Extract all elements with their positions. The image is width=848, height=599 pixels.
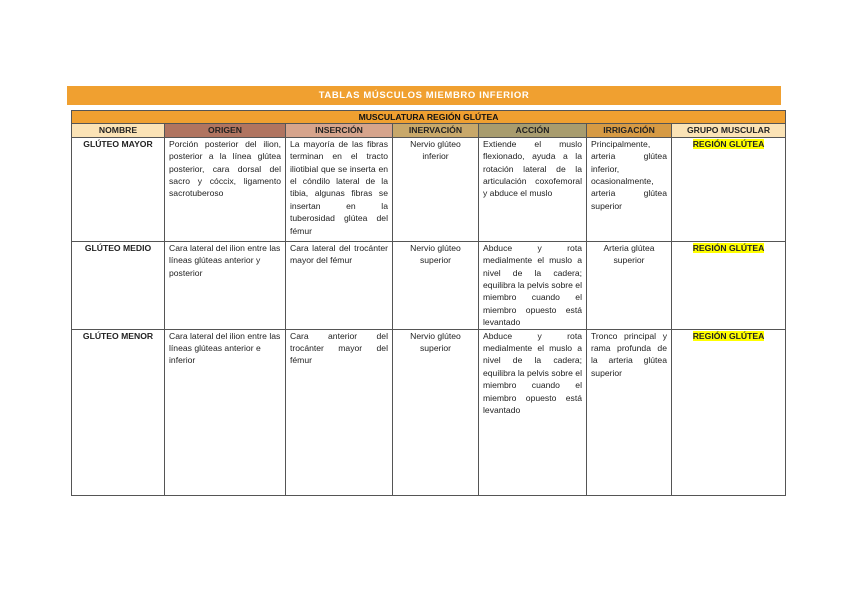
action-cell: Abduce y rota medialmente el muslo a nivel de la cadera; equilibra la pelvis sobre el miembro cuando el miembro opuesto está levantado xyxy=(479,329,587,495)
header-grupo-muscular: GRUPO MUSCULAR xyxy=(672,124,786,137)
header-nombre: NOMBRE xyxy=(72,124,165,137)
muscle-name: GLÚTEO MENOR xyxy=(72,329,165,495)
document-title: TABLAS MÚSCULOS MIEMBRO INFERIOR xyxy=(67,86,781,105)
section-title: MUSCULATURA REGIÓN GLÚTEA xyxy=(72,111,786,124)
insertion-cell: La mayoría de las fibras terminan en el tracto iliotibial que se inserta en el cóndilo lateral de la tibia, algunas fibras se insertan en la tuberosidad glútea del fémur xyxy=(286,137,393,241)
header-insercion: INSERCIÓN xyxy=(286,124,393,137)
muscle-group-cell xyxy=(672,137,786,241)
highlighted-group-label: REGIÓN GLÚTEA xyxy=(692,138,765,149)
muscle-name: GLÚTEO MAYOR xyxy=(72,137,165,241)
highlighted-group-label: REGIÓN GLÚTEA xyxy=(692,242,765,253)
table-row xyxy=(72,241,786,329)
muscle-group-cell xyxy=(672,329,786,495)
header-accion: ACCIÓN xyxy=(479,124,587,137)
action-cell: Abduce y rota medialmente el muslo a nivel de la cadera; equilibra la pelvis sobre el miembro cuando el miembro opuesto está levantado xyxy=(479,241,587,329)
irrigation-cell: Principalmente, arteria glútea inferior, ocasionalmente, arteria glútea superior xyxy=(587,137,672,241)
table-row xyxy=(72,329,786,495)
innervation-cell: Nervio glúteo superior xyxy=(393,329,479,495)
table-row xyxy=(72,137,786,241)
header-inervacion: INERVACIÓN xyxy=(393,124,479,137)
origin-cell: Cara lateral del ilion entre las líneas glúteas anterior y posterior xyxy=(165,241,286,329)
muscle-group-cell xyxy=(672,241,786,329)
origin-cell: Porción posterior del ilion, posterior a la línea glútea posterior, cara dorsal del sacro y cóccix, ligamento sacrotuberoso xyxy=(165,137,286,241)
muscle-name: GLÚTEO MEDIO xyxy=(72,241,165,329)
origin-cell: Cara lateral del ilion entre las líneas glúteas anterior e inferior xyxy=(165,329,286,495)
action-cell: Extiende el muslo flexionado, ayuda a la rotación lateral de la articulación coxofemoral y abduce el muslo xyxy=(479,137,587,241)
highlighted-group-label: REGIÓN GLÚTEA xyxy=(692,330,765,341)
irrigation-cell: Arteria glútea superior xyxy=(587,241,672,329)
header-irrigacion: IRRIGACIÓN xyxy=(587,124,672,137)
insertion-cell: Cara anterior del trocánter mayor del fémur xyxy=(286,329,393,495)
irrigation-cell: Tronco principal y rama profunda de la arteria glútea superior xyxy=(587,329,672,495)
muscle-table xyxy=(71,110,786,496)
insertion-cell: Cara lateral del trocánter mayor del fémur xyxy=(286,241,393,329)
innervation-cell: Nervio glúteo superior xyxy=(393,241,479,329)
innervation-cell: Nervio glúteo inferior xyxy=(393,137,479,241)
header-origen: ORIGEN xyxy=(165,124,286,137)
